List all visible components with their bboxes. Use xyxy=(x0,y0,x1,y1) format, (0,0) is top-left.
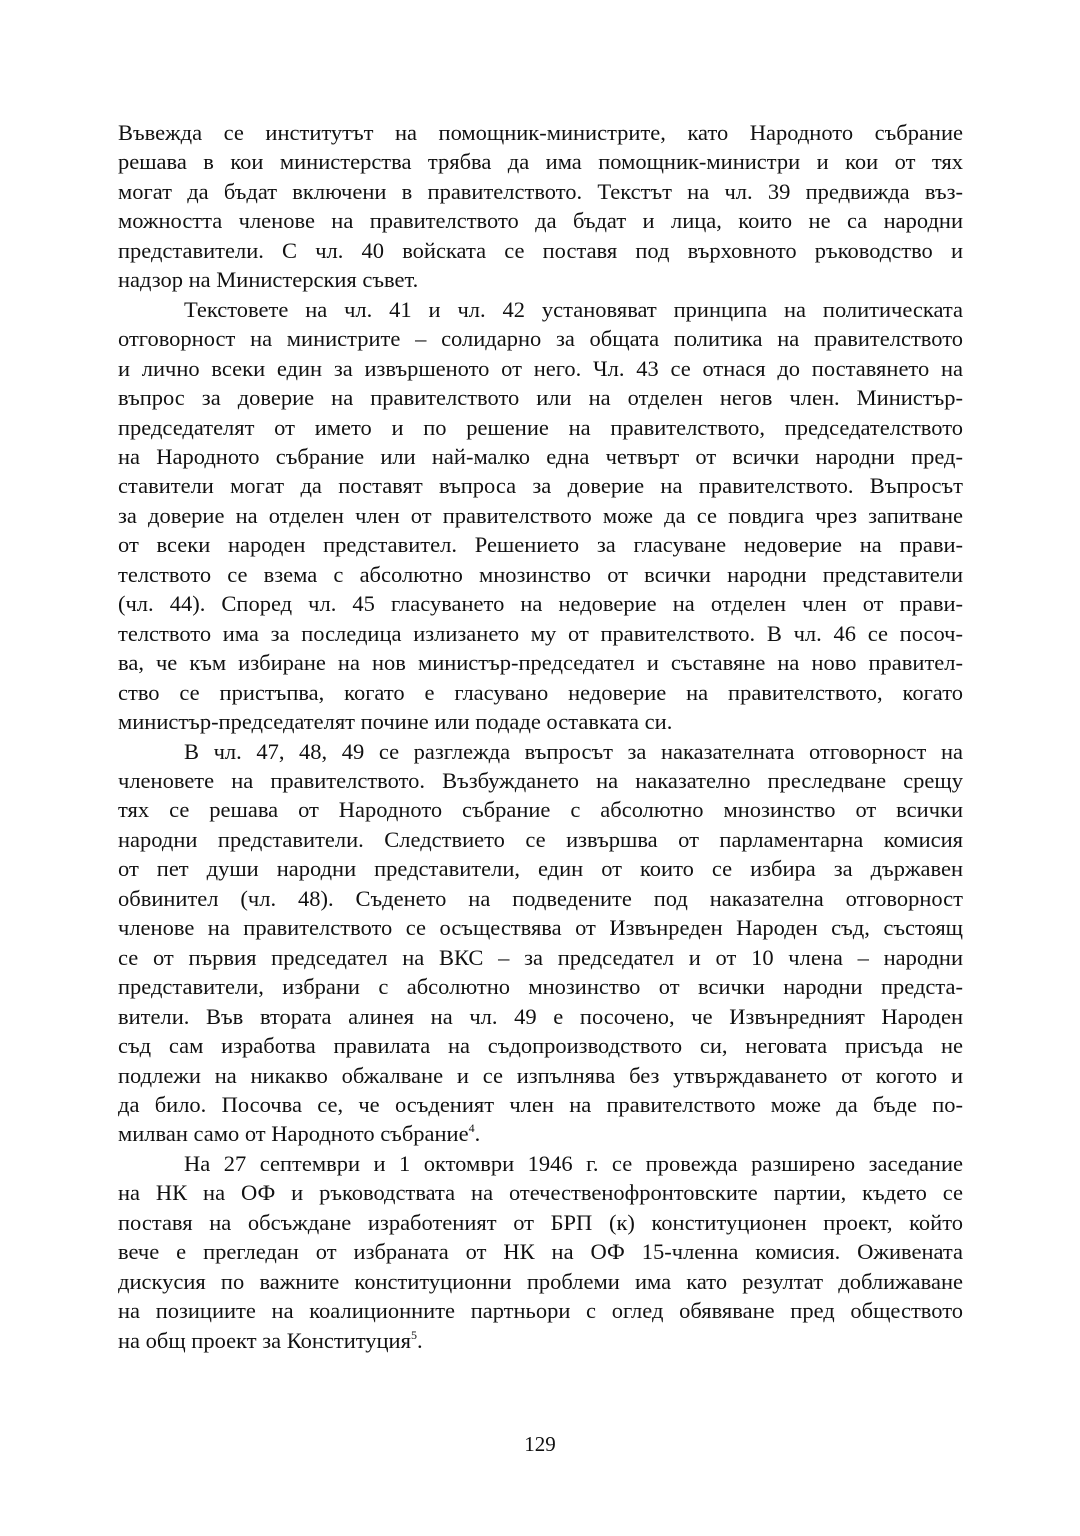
text-line: На 27 септември и 1 октомври 1946 г. се провежда разширено заседание xyxy=(184,1150,963,1176)
text-line: от всеки народен представител. Решението за гласуване недоверие на прави- xyxy=(118,532,963,558)
text-line: да било. Посочва се, че осъденият член на правителството може да бъде по- xyxy=(118,1091,963,1117)
text-line: министър-председателят почине или подаде оставката си. xyxy=(118,709,673,735)
text-line: отговорност на министрите – солидарно за общата политика на правителството xyxy=(118,326,963,352)
text-line: съд сам изработва правилата на съдопроизводството си, неговата присъда не xyxy=(118,1033,963,1059)
text-line: Въвежда се институтът на помощник-министрите, като Народното събрание xyxy=(118,120,963,145)
document-body xyxy=(118,118,963,1355)
text-line: представители, избрани с абсолютно мнозинство от всички народни предста- xyxy=(118,974,963,1000)
text-line: вители. Във втората алинея на чл. 49 е посочено, че Извънредният Народен xyxy=(118,1003,963,1029)
page-number: 129 xyxy=(524,1432,556,1456)
text-fragment: . xyxy=(416,1327,423,1353)
text-fragment: . xyxy=(474,1121,481,1147)
footnote-marker: 5 xyxy=(410,1327,417,1342)
text-line: ва, че към избиране на нов министър-председател и съставяне на ново правител- xyxy=(118,650,963,676)
text-line: членове на правителството се осъществява от Извънреден Народен съд, състоящ xyxy=(118,915,963,941)
paragraph-1 xyxy=(118,118,963,295)
text-line xyxy=(118,1119,963,1148)
text-line: председателят от името и по решение на правителството, председателството xyxy=(118,414,963,440)
text-line: въпрос за доверие на правителството или на отделен негов член. Министър- xyxy=(118,385,963,411)
text-line: ство се пристъпва, когато е гласувано недоверие на правителството, когато xyxy=(118,679,963,705)
text-line: телството се взема с абсолютно мнозинство от всички народни представители xyxy=(118,561,963,587)
text-line: подлежи на никакво обжалване и се изпълнява без утвърждаването от когото и xyxy=(118,1062,963,1088)
text-line: можността членове на правителството да бъдат и лица, които не са народни xyxy=(118,208,963,234)
text-line: се от първия председател на ВКС – за председател и от 10 члена – народни xyxy=(118,944,963,970)
text-line: членовете на правителството. Възбуждането на наказателно преследване срещу xyxy=(118,767,963,793)
text-line: и лично всеки един за извършеното от него. Чл. 43 се отнася до поставянето на xyxy=(118,355,963,381)
text-line: В чл. 47, 48, 49 се разглежда въпросът за наказателната отговорност на xyxy=(184,738,963,764)
text-line: надзор на Министерския съвет. xyxy=(118,267,419,293)
text-line: Текстовете на чл. 41 и чл. 42 установяват принципа на политическата xyxy=(184,296,963,322)
text-line: телството има за последица излизането му от правителството. В чл. 46 се посоч- xyxy=(118,620,963,646)
text-line: поставя на обсъждане изработеният от БРП (к) конституционен проект, който xyxy=(118,1209,963,1235)
text-line: на НК на ОФ и ръководствата на отечественофронтовските партии, където се xyxy=(118,1180,963,1206)
text-line xyxy=(118,1326,963,1355)
text-line: (чл. 44). Според чл. 45 гласуването на недоверие на отделен член от прави- xyxy=(118,591,963,617)
text-line: на позициите на коалиционните партньори с оглед обявяване пред обществото xyxy=(118,1298,963,1324)
text-line: на Народното събрание или най-малко една четвърт от всички народни пред- xyxy=(118,443,963,469)
text-line: народни представители. Следствието се извършва от парламентарна комисия xyxy=(118,826,963,852)
text-line: решава в кои министерства трябва да има помощник-министри и кои от тях xyxy=(118,149,963,175)
footnote-marker: 4 xyxy=(468,1121,475,1136)
text-fragment: милван само от Народното събрание xyxy=(118,1121,469,1147)
paragraph-2 xyxy=(118,295,963,737)
text-line: представители. С чл. 40 войската се поставя под върховното ръководство и xyxy=(118,237,963,263)
paragraph-3 xyxy=(118,737,963,1149)
text-line: тях се решава от Народното събрание с абсолютно мнозинство от всички xyxy=(118,797,963,823)
text-line: ставители могат да поставят въпроса за доверие на правителството. Въпросът xyxy=(118,473,963,499)
text-line: вече е прегледан от избраната от НК на ОФ 15-членна комисия. Оживената xyxy=(118,1239,963,1265)
paragraph-4 xyxy=(118,1149,963,1355)
text-fragment: на общ проект за Конституция xyxy=(118,1327,411,1353)
text-line: от пет души народни представители, един от които се избира за държавен xyxy=(118,856,963,882)
text-line: дискусия по важните конституционни проблеми има като резултат доближаване xyxy=(118,1268,963,1294)
text-line: могат да бъдат включени в правителството. Текстът на чл. 39 предвижда въз- xyxy=(118,178,963,204)
text-line: обвинител (чл. 48). Съденето на подведените под наказателна отговорност xyxy=(118,885,963,911)
text-line: за доверие на отделен член от правителството може да се повдига чрез запитване xyxy=(118,502,963,528)
